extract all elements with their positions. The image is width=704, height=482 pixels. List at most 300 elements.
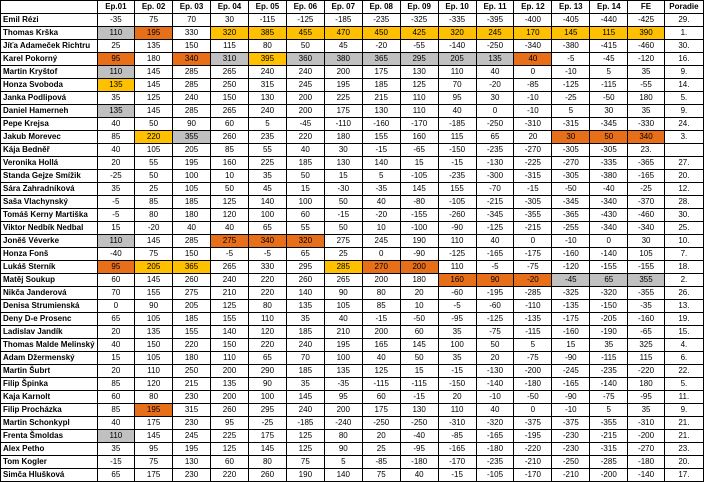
score-cell: -165 — [438, 443, 476, 456]
score-cell: -60 — [476, 300, 514, 313]
score-cell: -25 — [552, 92, 590, 105]
score-cell: 260 — [173, 274, 211, 287]
score-cell: -240 — [324, 417, 362, 430]
table-row — [1, 53, 704, 66]
contestant-name: Denisa Strumienská — [1, 300, 98, 313]
score-cell: 365 — [173, 261, 211, 274]
score-cell: 35 — [97, 443, 135, 456]
score-cell: 275 — [211, 235, 249, 248]
score-cell: 20 — [97, 365, 135, 378]
score-cell: 240 — [173, 92, 211, 105]
table-row — [1, 170, 704, 183]
table-row — [1, 92, 704, 105]
score-cell: -95 — [400, 443, 438, 456]
rank-cell: 13. — [664, 300, 703, 313]
score-cell: 40 — [211, 222, 249, 235]
score-cell: 150 — [135, 339, 173, 352]
score-cell: -5 — [248, 248, 286, 261]
score-cell: -105 — [476, 469, 514, 482]
contestant-name: Jakub Morevec — [1, 131, 98, 144]
score-cell: -140 — [438, 40, 476, 53]
score-cell: -45 — [552, 274, 590, 287]
contestant-name: Deny D-e Prosenc — [1, 313, 98, 326]
table-row — [1, 222, 704, 235]
score-cell: 55 — [286, 222, 324, 235]
score-cell: 110 — [438, 404, 476, 417]
score-cell: 175 — [362, 66, 400, 79]
score-cell: 65 — [476, 131, 514, 144]
score-cell: 90 — [324, 443, 362, 456]
score-cell: 20 — [97, 157, 135, 170]
score-cell: -215 — [514, 222, 552, 235]
score-cell: -225 — [514, 157, 552, 170]
score-cell: 150 — [211, 92, 249, 105]
score-cell: -250 — [400, 417, 438, 430]
score-cell: 315 — [248, 79, 286, 92]
score-cell: -255 — [552, 222, 590, 235]
score-cell: -395 — [476, 14, 514, 27]
table-row — [1, 365, 704, 378]
score-cell: 60 — [400, 326, 438, 339]
score-cell: 285 — [324, 261, 362, 274]
score-cell: 110 — [211, 352, 249, 365]
score-cell: 265 — [324, 274, 362, 287]
score-cell: 200 — [324, 66, 362, 79]
score-cell: 145 — [400, 183, 438, 196]
score-cell: 120 — [135, 378, 173, 391]
score-cell: 35 — [628, 66, 665, 79]
score-cell: -135 — [514, 313, 552, 326]
score-cell: 0 — [514, 404, 552, 417]
score-cell: 125 — [286, 443, 324, 456]
table-row — [1, 196, 704, 209]
score-cell: 40 — [362, 196, 400, 209]
score-cell: 110 — [400, 105, 438, 118]
score-cell: 185 — [286, 326, 324, 339]
score-cell: -115 — [362, 378, 400, 391]
score-cell: 80 — [324, 430, 362, 443]
score-cell: 145 — [400, 339, 438, 352]
contestant-name: Kája Bedněř — [1, 144, 98, 157]
score-cell: 15 — [400, 157, 438, 170]
score-cell: -155 — [628, 261, 665, 274]
score-cell: 285 — [173, 79, 211, 92]
score-cell: -10 — [552, 66, 590, 79]
score-cell: 23. — [628, 144, 665, 157]
score-cell: 25 — [324, 248, 362, 261]
score-cell: -125 — [438, 248, 476, 261]
score-cell: 180 — [628, 378, 665, 391]
score-cell: 50 — [286, 40, 324, 53]
score-cell: -95 — [628, 391, 665, 404]
score-cell: -370 — [628, 196, 665, 209]
score-cell: 40 — [173, 222, 211, 235]
score-cell: -10 — [552, 235, 590, 248]
rank-cell: 12. — [664, 183, 703, 196]
header-cell: Ep.01 — [97, 1, 135, 14]
score-cell: -180 — [476, 443, 514, 456]
score-cell: 90 — [173, 118, 211, 131]
score-cell: 365 — [362, 53, 400, 66]
score-cell: -355 — [514, 209, 552, 222]
score-cell: -110 — [514, 300, 552, 313]
score-cell: -130 — [476, 365, 514, 378]
score-cell: 50 — [135, 118, 173, 131]
table-row — [1, 287, 704, 300]
score-cell: 105 — [135, 144, 173, 157]
score-cell: 35 — [97, 92, 135, 105]
score-cell: 85 — [97, 404, 135, 417]
score-cell: 205 — [438, 53, 476, 66]
score-cell: 80 — [362, 287, 400, 300]
score-cell: 200 — [400, 261, 438, 274]
score-cell: 135 — [324, 365, 362, 378]
score-cell: -5 — [476, 261, 514, 274]
score-cell: 135 — [135, 326, 173, 339]
score-cell: 75 — [286, 456, 324, 469]
score-cell: 85 — [362, 300, 400, 313]
score-cell: -285 — [514, 287, 552, 300]
table-row — [1, 27, 704, 40]
score-cell: 185 — [173, 313, 211, 326]
score-cell: -15 — [97, 456, 135, 469]
score-cell: 70 — [438, 79, 476, 92]
score-cell: 20 — [514, 131, 552, 144]
score-cell: 100 — [173, 170, 211, 183]
score-cell: 260 — [211, 404, 249, 417]
score-cell: 155 — [211, 313, 249, 326]
score-cell: 100 — [286, 196, 324, 209]
score-cell: 5 — [552, 105, 590, 118]
score-cell: 145 — [552, 27, 590, 40]
score-cell: 135 — [135, 40, 173, 53]
score-cell: -185 — [324, 14, 362, 27]
score-cell: 230 — [173, 391, 211, 404]
score-cell: -185 — [438, 118, 476, 131]
score-cell: 95 — [438, 92, 476, 105]
score-cell: 355 — [628, 274, 665, 287]
score-cell: 245 — [286, 79, 324, 92]
score-cell: -250 — [476, 40, 514, 53]
score-cell: 25 — [97, 40, 135, 53]
score-cell: 40 — [97, 339, 135, 352]
score-cell: -25 — [97, 170, 135, 183]
score-cell: 125 — [211, 300, 249, 313]
score-cell: 80 — [248, 456, 286, 469]
score-cell: 115 — [211, 40, 249, 53]
rank-cell: 20. — [664, 456, 703, 469]
rank-cell: 24. — [664, 118, 703, 131]
score-cell: 180 — [173, 352, 211, 365]
header-row — [1, 1, 704, 14]
score-cell: -15 — [514, 183, 552, 196]
score-cell: -140 — [590, 378, 628, 391]
score-cell: -160 — [552, 326, 590, 339]
score-cell: 85 — [97, 378, 135, 391]
score-cell: 5 — [362, 170, 400, 183]
score-cell: -115 — [590, 352, 628, 365]
score-cell: -40 — [400, 430, 438, 443]
table-row — [1, 313, 704, 326]
score-cell: -25 — [248, 417, 286, 430]
score-cell: 230 — [173, 417, 211, 430]
score-cell: -250 — [362, 417, 400, 430]
score-cell: 195 — [135, 27, 173, 40]
score-cell: 30 — [628, 235, 665, 248]
score-cell: -430 — [590, 209, 628, 222]
score-cell: -40 — [590, 183, 628, 196]
score-cell: -35 — [97, 14, 135, 27]
score-cell: 265 — [211, 66, 249, 79]
score-cell: 90 — [476, 274, 514, 287]
rank-cell: 6. — [664, 352, 703, 365]
score-cell: 220 — [248, 274, 286, 287]
score-cell: -50 — [400, 313, 438, 326]
score-cell: -135 — [552, 300, 590, 313]
score-cell: 395 — [248, 53, 286, 66]
rank-cell: 17. — [664, 469, 703, 482]
score-cell: 110 — [97, 27, 135, 40]
score-cell: -85 — [514, 79, 552, 92]
score-cell: -90 — [552, 352, 590, 365]
score-cell: 135 — [286, 300, 324, 313]
score-cell: -215 — [476, 196, 514, 209]
rank-cell: 2. — [664, 274, 703, 287]
score-cell: -245 — [552, 365, 590, 378]
score-cell: 45 — [248, 183, 286, 196]
score-cell: 40 — [97, 144, 135, 157]
score-cell: 90 — [324, 287, 362, 300]
score-cell: -415 — [590, 40, 628, 53]
score-cell: 290 — [248, 365, 286, 378]
score-cell: 105 — [173, 183, 211, 196]
rank-cell: 28. — [664, 196, 703, 209]
score-cell: -400 — [514, 14, 552, 27]
score-cell: -75 — [514, 352, 552, 365]
score-cell: 190 — [400, 235, 438, 248]
score-cell: 35 — [438, 352, 476, 365]
score-cell: 225 — [211, 430, 249, 443]
score-cell: 5 — [248, 118, 286, 131]
contestant-name: Honza Svoboda — [1, 79, 98, 92]
header-cell: Ep. 10 — [438, 1, 476, 14]
score-cell: -45 — [590, 53, 628, 66]
score-cell: -270 — [552, 157, 590, 170]
score-cell: -325 — [552, 287, 590, 300]
rank-cell: 20. — [664, 170, 703, 183]
score-cell: 195 — [324, 339, 362, 352]
score-cell: -120 — [628, 53, 665, 66]
rank-cell — [664, 144, 703, 157]
score-cell: -250 — [552, 456, 590, 469]
score-cell: 85 — [211, 144, 249, 157]
score-cell: 70 — [286, 352, 324, 365]
score-cell: 60 — [286, 209, 324, 222]
score-cell: -110 — [324, 118, 362, 131]
score-cell: -105 — [438, 196, 476, 209]
score-cell: 145 — [135, 430, 173, 443]
header-cell: Ep. 13 — [552, 1, 590, 14]
score-cell: -15 — [438, 365, 476, 378]
score-cell: -235 — [476, 456, 514, 469]
score-cell: -40 — [97, 248, 135, 261]
score-cell: 145 — [135, 66, 173, 79]
score-cell: -305 — [552, 144, 590, 157]
rank-cell: 5. — [664, 378, 703, 391]
rank-cell: 21. — [664, 417, 703, 430]
score-cell: -425 — [628, 14, 665, 27]
score-cell: 15 — [324, 170, 362, 183]
score-cell: 170 — [514, 27, 552, 40]
score-cell: 5 — [514, 339, 552, 352]
score-cell: 40 — [400, 469, 438, 482]
score-cell: 340 — [628, 131, 665, 144]
score-cell: 260 — [286, 274, 324, 287]
score-cell: 245 — [362, 235, 400, 248]
score-cell: 260 — [211, 131, 249, 144]
score-cell: 75 — [135, 14, 173, 27]
rank-cell: 9. — [664, 404, 703, 417]
contestant-name: Martin Schonkypl — [1, 417, 98, 430]
score-cell: 80 — [135, 209, 173, 222]
score-cell: -285 — [590, 456, 628, 469]
score-cell: 100 — [438, 339, 476, 352]
score-cell: -460 — [628, 209, 665, 222]
score-cell: -330 — [628, 118, 665, 131]
score-cell: -15 — [324, 209, 362, 222]
score-cell: 40 — [362, 352, 400, 365]
score-cell: -100 — [400, 222, 438, 235]
score-cell: 340 — [248, 235, 286, 248]
table-row — [1, 157, 704, 170]
score-cell: 115 — [628, 352, 665, 365]
contestant-name: Nikča Janderová — [1, 287, 98, 300]
score-cell: -195 — [514, 430, 552, 443]
score-cell: 240 — [286, 66, 324, 79]
score-cell: -115 — [248, 14, 286, 27]
score-cell: -320 — [476, 417, 514, 430]
score-cell: 0 — [514, 235, 552, 248]
score-cell: -315 — [552, 118, 590, 131]
contestant-name: Joněš Véverke — [1, 235, 98, 248]
score-cell: -190 — [590, 326, 628, 339]
score-cell: 85 — [135, 196, 173, 209]
score-cell: -335 — [590, 157, 628, 170]
score-cell: -150 — [438, 144, 476, 157]
score-cell: -10 — [514, 105, 552, 118]
score-cell: -165 — [628, 170, 665, 183]
score-cell: -20 — [362, 40, 400, 53]
header-cell: Ep. 11 — [476, 1, 514, 14]
table-row — [1, 469, 704, 482]
score-cell: 195 — [173, 443, 211, 456]
score-cell: 230 — [173, 469, 211, 482]
score-cell: -5 — [211, 248, 249, 261]
score-cell: 50 — [135, 170, 173, 183]
rank-cell: 22. — [664, 365, 703, 378]
score-cell: -15 — [362, 313, 400, 326]
score-cell: -50 — [552, 183, 590, 196]
score-cell: 65 — [97, 313, 135, 326]
score-cell: 190 — [286, 469, 324, 482]
score-cell: 130 — [324, 157, 362, 170]
score-cell: -15 — [400, 391, 438, 404]
score-cell: -335 — [438, 14, 476, 27]
score-cell: 100 — [248, 391, 286, 404]
score-cell: -155 — [590, 261, 628, 274]
score-cell: 40 — [476, 235, 514, 248]
score-cell: -235 — [476, 144, 514, 157]
rank-cell: 4. — [664, 339, 703, 352]
score-cell: 10 — [400, 300, 438, 313]
score-cell: 130 — [248, 92, 286, 105]
score-cell: 260 — [248, 469, 286, 482]
score-cell: 120 — [248, 326, 286, 339]
score-cell: 35 — [97, 183, 135, 196]
score-cell: -20 — [514, 274, 552, 287]
score-cell: -340 — [514, 40, 552, 53]
score-cell: -20 — [476, 79, 514, 92]
score-cell: 130 — [173, 456, 211, 469]
score-cell: 55 — [248, 144, 286, 157]
score-cell: -405 — [552, 14, 590, 27]
score-cell: -300 — [476, 170, 514, 183]
score-cell: -130 — [476, 157, 514, 170]
score-cell: -150 — [590, 300, 628, 313]
score-cell: 70 — [97, 287, 135, 300]
rank-cell: 10. — [664, 235, 703, 248]
score-cell: 450 — [362, 27, 400, 40]
score-cell: 245 — [173, 430, 211, 443]
score-cell: 205 — [135, 261, 173, 274]
table-row — [1, 183, 704, 196]
score-cell: -460 — [628, 40, 665, 53]
score-cell: -175 — [552, 313, 590, 326]
table-row — [1, 430, 704, 443]
score-cell: -440 — [590, 14, 628, 27]
score-cell: 220 — [286, 131, 324, 144]
score-cell: -375 — [552, 417, 590, 430]
score-cell: -10 — [514, 92, 552, 105]
contestant-name: Saša Vlachynský — [1, 196, 98, 209]
score-cell: -120 — [552, 261, 590, 274]
score-cell: 220 — [248, 287, 286, 300]
score-cell: 50 — [286, 170, 324, 183]
score-cell: -75 — [514, 261, 552, 274]
score-cell: 110 — [400, 92, 438, 105]
score-cell: -270 — [514, 144, 552, 157]
rank-cell: 5. — [664, 92, 703, 105]
score-cell: -170 — [514, 469, 552, 482]
score-cell: 125 — [286, 430, 324, 443]
score-cell: 185 — [286, 365, 324, 378]
score-cell: 15 — [97, 352, 135, 365]
table-row — [1, 300, 704, 313]
score-cell: -5 — [97, 196, 135, 209]
score-cell: -155 — [400, 209, 438, 222]
table-row — [1, 131, 704, 144]
score-cell: 30 — [476, 92, 514, 105]
score-cell: 140 — [286, 287, 324, 300]
score-cell: -340 — [628, 222, 665, 235]
score-cell: 310 — [211, 53, 249, 66]
score-cell: -185 — [286, 417, 324, 430]
score-cell: -160 — [362, 118, 400, 131]
header-cell: Ep. 03 — [173, 1, 211, 14]
score-cell: 65 — [248, 352, 286, 365]
score-cell: -230 — [552, 430, 590, 443]
score-cell: -345 — [476, 209, 514, 222]
